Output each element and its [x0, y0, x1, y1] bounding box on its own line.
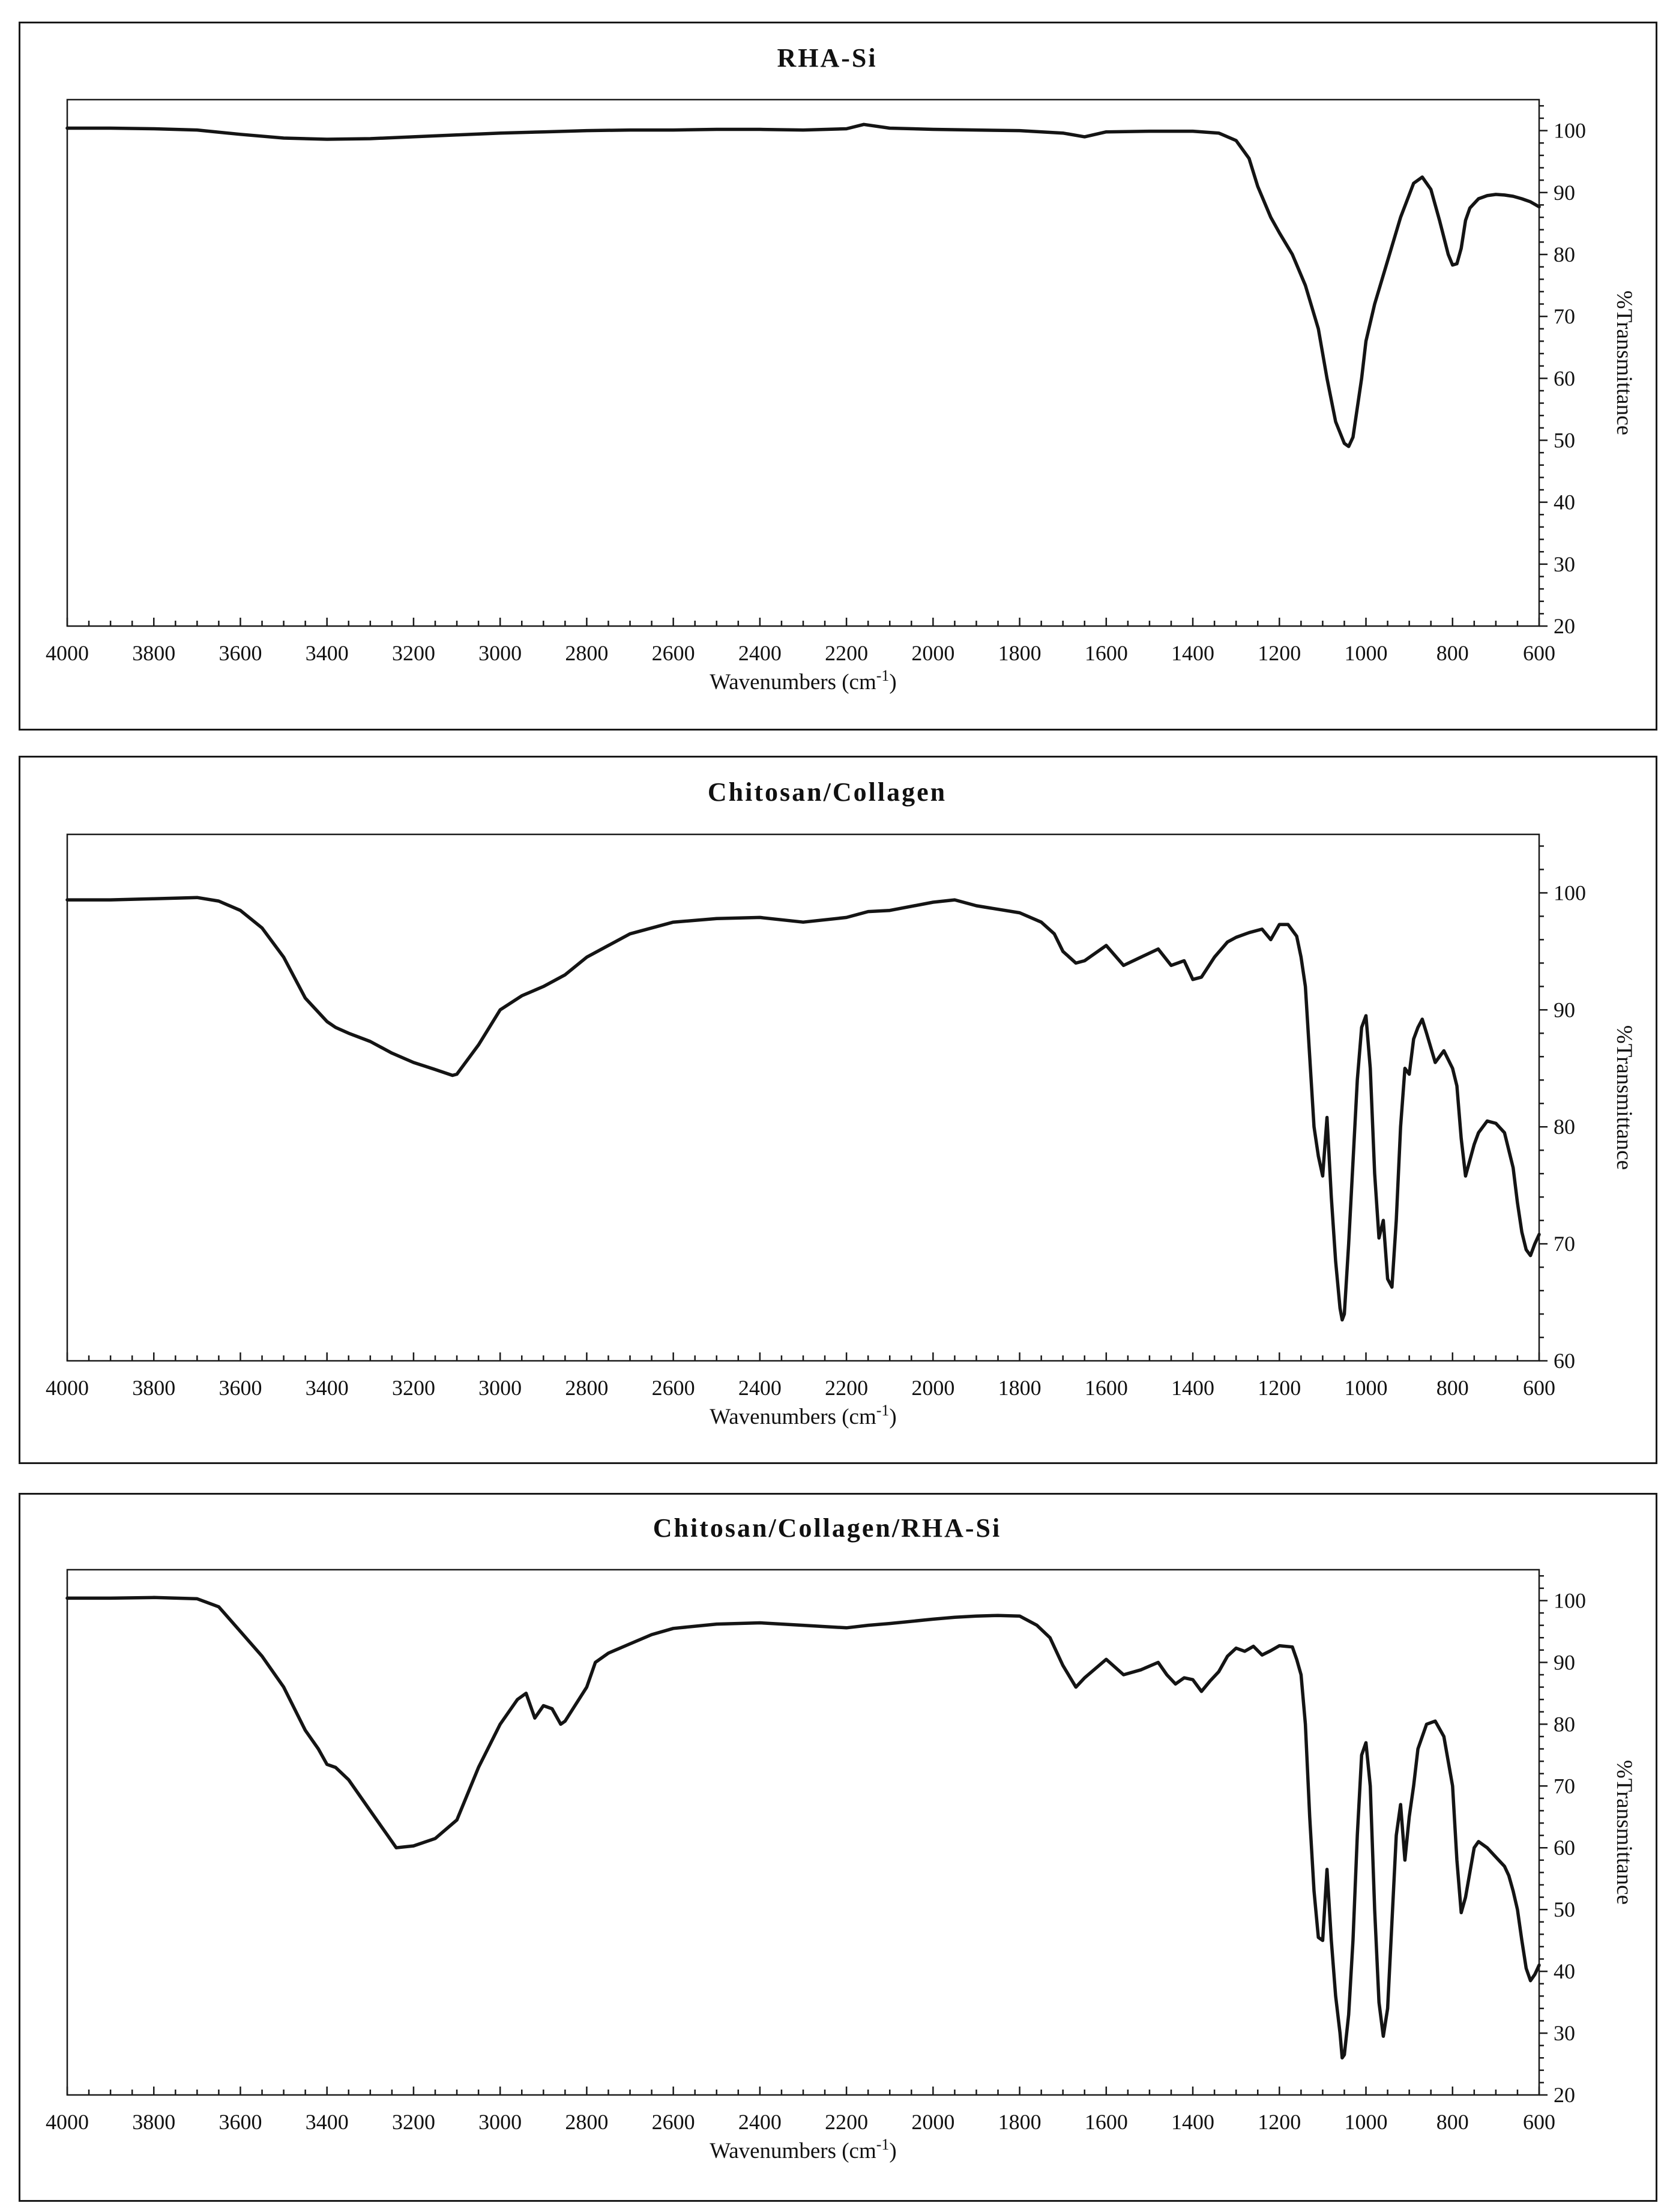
x-axis-title-close: ) — [889, 670, 897, 695]
x-tick-label: 2200 — [825, 2110, 869, 2134]
x-axis-title-main: Wavenumbers (cm — [710, 670, 876, 695]
x-tick-label: 1000 — [1344, 2110, 1388, 2134]
x-axis-title — [710, 667, 897, 695]
x-tick-label: 1400 — [1171, 1376, 1215, 1400]
x-tick-label: 1200 — [1258, 1376, 1301, 1400]
plot-area-frame — [67, 834, 1539, 1361]
y-tick-label: 100 — [1554, 881, 1586, 905]
x-tick-label: 3400 — [305, 641, 349, 665]
x-axis-title-close: ) — [889, 1405, 897, 1429]
y-tick-label: 60 — [1554, 1349, 1575, 1373]
spectrum-line — [67, 1597, 1539, 2058]
x-axis-title-main: Wavenumbers (cm — [710, 2139, 876, 2163]
y-tick-label: 80 — [1554, 242, 1575, 267]
x-tick-label: 3000 — [478, 2110, 522, 2134]
y-axis-title: %Transmittance — [1612, 290, 1636, 436]
x-axis-title-superscript: -1 — [876, 667, 890, 684]
x-tick-label: 2600 — [651, 1376, 695, 1400]
x-tick-label: 600 — [1523, 2110, 1555, 2134]
chart-title: Chitosan/Collagen — [707, 777, 947, 807]
chart-title: RHA-Si — [777, 43, 878, 73]
spectrum-chart-chitosan-collagen — [20, 758, 1656, 1462]
x-tick-label: 1200 — [1258, 641, 1301, 665]
x-tick-label: 2400 — [738, 1376, 782, 1400]
y-tick-label: 30 — [1554, 552, 1575, 576]
y-tick-label: 100 — [1554, 118, 1586, 143]
x-tick-label: 3000 — [478, 1376, 522, 1400]
x-tick-label: 800 — [1436, 641, 1469, 665]
y-axis-title: %Transmittance — [1612, 1025, 1636, 1171]
x-tick-label: 1200 — [1258, 2110, 1301, 2134]
x-tick-label: 3200 — [391, 1376, 435, 1400]
x-tick-label: 3400 — [305, 1376, 349, 1400]
x-tick-label: 2200 — [825, 1376, 869, 1400]
y-tick-label: 50 — [1554, 1897, 1575, 1922]
x-tick-label: 2000 — [911, 641, 955, 665]
spectrum-panel-chitosan-collagen-rha-si — [19, 1493, 1657, 2202]
spectrum-line — [67, 897, 1539, 1320]
x-axis-title-close: ) — [889, 2139, 897, 2163]
x-tick-label: 3600 — [219, 2110, 262, 2134]
x-tick-label: 3200 — [391, 641, 435, 665]
spectrum-line — [67, 124, 1539, 447]
y-tick-label: 30 — [1554, 2021, 1575, 2046]
x-tick-label: 1800 — [998, 641, 1041, 665]
spectrum-chart-chitosan-collagen-rha-si — [20, 1495, 1656, 2200]
y-tick-label: 60 — [1554, 1836, 1575, 1860]
x-tick-label: 2800 — [565, 641, 609, 665]
x-tick-label: 3000 — [478, 641, 522, 665]
spectrum-chart-rha-si — [20, 23, 1656, 729]
x-tick-label: 600 — [1523, 641, 1555, 665]
x-tick-label: 1400 — [1171, 641, 1215, 665]
x-tick-label: 3800 — [132, 2110, 176, 2134]
x-tick-label: 1400 — [1171, 2110, 1215, 2134]
x-tick-label: 3600 — [219, 641, 262, 665]
y-tick-label: 50 — [1554, 428, 1575, 453]
y-tick-label: 40 — [1554, 1959, 1575, 1984]
y-axis-title: %Transmittance — [1612, 1759, 1636, 1905]
x-tick-label: 2800 — [565, 1376, 609, 1400]
y-tick-label: 90 — [1554, 998, 1575, 1022]
y-tick-label: 20 — [1554, 2083, 1575, 2107]
x-tick-label: 2800 — [565, 2110, 609, 2134]
x-tick-label: 1000 — [1344, 641, 1388, 665]
y-tick-label: 40 — [1554, 490, 1575, 514]
x-tick-label: 800 — [1436, 1376, 1469, 1400]
x-axis-title — [710, 1402, 897, 1429]
x-tick-label: 3800 — [132, 641, 176, 665]
x-tick-label: 3600 — [219, 1376, 262, 1400]
x-tick-label: 2000 — [911, 2110, 955, 2134]
x-tick-label: 1600 — [1084, 641, 1128, 665]
y-tick-label: 70 — [1554, 1232, 1575, 1256]
x-tick-label: 1600 — [1084, 2110, 1128, 2134]
x-tick-label: 3800 — [132, 1376, 176, 1400]
spectrum-panel-chitosan-collagen — [19, 756, 1657, 1464]
x-tick-label: 2600 — [651, 641, 695, 665]
x-tick-label: 3400 — [305, 2110, 349, 2134]
y-tick-label: 80 — [1554, 1712, 1575, 1737]
x-tick-label: 1000 — [1344, 1376, 1388, 1400]
x-axis-title — [710, 2136, 897, 2163]
y-tick-label: 70 — [1554, 304, 1575, 329]
y-tick-label: 60 — [1554, 366, 1575, 391]
x-tick-label: 2000 — [911, 1376, 955, 1400]
y-tick-label: 80 — [1554, 1115, 1575, 1139]
x-tick-label: 800 — [1436, 2110, 1469, 2134]
y-tick-label: 90 — [1554, 180, 1575, 205]
plot-area-frame — [67, 100, 1539, 626]
x-axis-title-superscript: -1 — [876, 1402, 890, 1419]
y-tick-label: 90 — [1554, 1650, 1575, 1675]
x-tick-label: 2200 — [825, 641, 869, 665]
x-tick-label: 1800 — [998, 2110, 1041, 2134]
x-tick-label: 3200 — [391, 2110, 435, 2134]
x-tick-label: 4000 — [46, 641, 89, 665]
y-tick-label: 100 — [1554, 1588, 1586, 1613]
x-tick-label: 1600 — [1084, 1376, 1128, 1400]
x-tick-label: 600 — [1523, 1376, 1555, 1400]
x-tick-label: 4000 — [46, 1376, 89, 1400]
y-tick-label: 20 — [1554, 614, 1575, 638]
x-axis-title-superscript: -1 — [876, 2136, 890, 2153]
x-tick-label: 2400 — [738, 641, 782, 665]
x-axis-title-main: Wavenumbers (cm — [710, 1405, 876, 1429]
x-tick-label: 1800 — [998, 1376, 1041, 1400]
chart-title: Chitosan/Collagen/RHA-Si — [653, 1513, 1002, 1543]
spectrum-panel-rha-si — [19, 22, 1657, 731]
x-tick-label: 2600 — [651, 2110, 695, 2134]
x-tick-label: 4000 — [46, 2110, 89, 2134]
plot-area-frame — [67, 1570, 1539, 2095]
y-tick-label: 70 — [1554, 1774, 1575, 1798]
x-tick-label: 2400 — [738, 2110, 782, 2134]
